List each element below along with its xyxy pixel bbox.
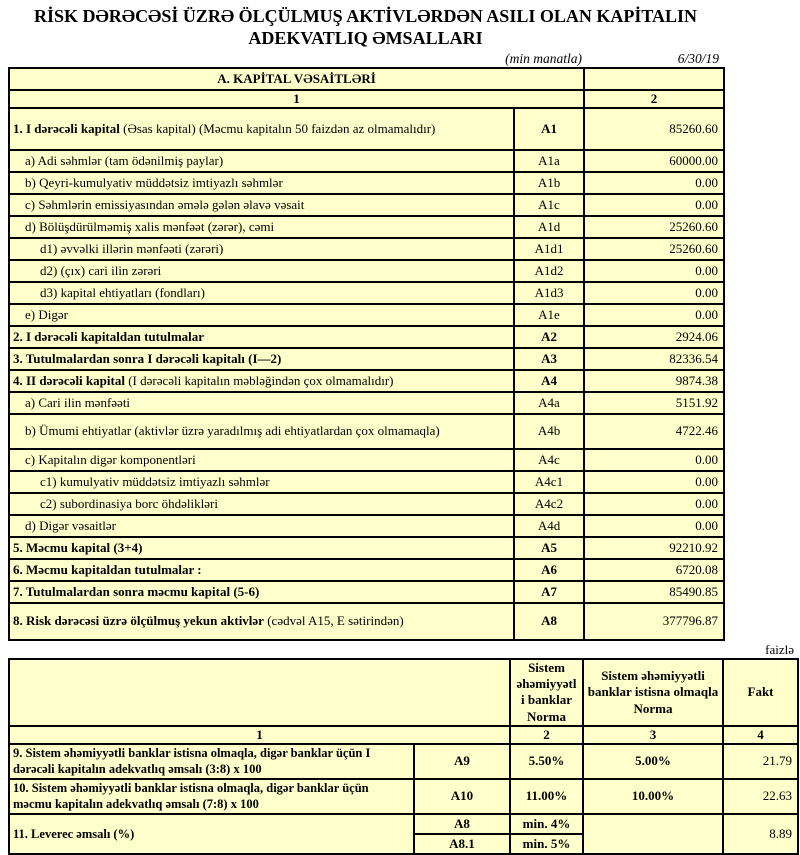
row-label: 6. Məcmu kapitaldan tutulmalar : <box>9 559 514 581</box>
table-row <box>9 150 724 172</box>
unit-note: (min manatla) <box>505 50 582 66</box>
row-value: 377796.87 <box>584 603 724 640</box>
table-row <box>9 194 724 216</box>
row-code: A4c <box>514 449 584 471</box>
row-value: 6720.08 <box>584 559 724 581</box>
row-code: A4c1 <box>514 471 584 493</box>
row-label-rest: (cədvəl A15, E sətirindən) <box>263 613 404 629</box>
table-row <box>9 581 724 603</box>
table-row <box>9 370 724 392</box>
row-label: c1) kumulyativ müddətsiz imtiyazlı səhmlər <box>9 471 514 493</box>
row-norm-other: 10.00% <box>583 779 723 814</box>
ratio-colnum-4: 4 <box>723 726 798 744</box>
row-label-bold: 1. I dərəcəli kapital <box>13 120 120 136</box>
row-value: 0.00 <box>584 282 724 304</box>
report-title-line2: ADEKVATLIQ ƏMSALLARI <box>248 27 483 48</box>
row-code: A4d <box>514 515 584 537</box>
row-value: 60000.00 <box>584 150 724 172</box>
meta-row <box>8 50 723 67</box>
row-code: A4 <box>514 370 584 392</box>
colnum-1: 1 <box>9 90 584 108</box>
row-code: A1b <box>514 172 584 194</box>
row-code: A5 <box>514 537 584 559</box>
colnum-2: 2 <box>584 90 724 108</box>
row-value: 0.00 <box>584 449 724 471</box>
ratio-header-empty <box>9 659 510 726</box>
row-code: A1d1 <box>514 238 584 260</box>
row-fakt: 22.63 <box>723 779 798 814</box>
row-code: A9 <box>414 744 510 779</box>
row-value: 82336.54 <box>584 348 724 370</box>
row-code: A7 <box>514 581 584 603</box>
row-label: d) Bölüşdürülməmiş xalis mənfəət (zərər), cəmi <box>9 216 514 238</box>
row-code: A8 <box>514 603 584 640</box>
row-value: 0.00 <box>584 304 724 326</box>
row-value: 0.00 <box>584 493 724 515</box>
ratio-header-fakt: Fakt <box>723 659 798 726</box>
row-value: 0.00 <box>584 260 724 282</box>
row-code: A10 <box>414 779 510 814</box>
row-code: A1c <box>514 194 584 216</box>
row-label-bold: 8. Risk dərəcəsi üzrə ölçülmuş yekun aktivlər <box>13 613 264 629</box>
row-label: 5. Məcmu kapital (3+4) <box>9 537 514 559</box>
row-value: 5151.92 <box>584 392 724 414</box>
row-norm-min: min. 5% <box>510 834 583 854</box>
ratio-header-norm-other: Sistem əhəmiyyətli banklar istisna olmaqla Norma <box>583 659 723 726</box>
table-row <box>9 282 724 304</box>
row-code: A1d2 <box>514 260 584 282</box>
row-label: e) Digər <box>9 304 514 326</box>
row-value: 25260.60 <box>584 238 724 260</box>
ratio-colnum-row <box>9 726 798 744</box>
row-norm-other-empty <box>583 814 723 854</box>
report-title-line1: RİSK DƏRƏCƏSİ ÜZRƏ ÖLÇÜLMUŞ AKTİVLƏRDƏN ASILI OLAN KAPİTALIN <box>33 6 698 26</box>
row-label: d3) kapital ehtiyatları (fondları) <box>9 282 514 304</box>
row-label: d2) (çıx) cari ilin zərəri <box>9 260 514 282</box>
table-row <box>9 392 724 414</box>
row-label: a) Adi səhmlər (tam ödənilmiş paylar) <box>9 150 514 172</box>
row-label: 7. Tutulmalardan sonra məcmu kapital (5-6) <box>9 581 514 603</box>
row-code: A3 <box>514 348 584 370</box>
capital-table-header-empty <box>584 68 724 90</box>
row-label <box>9 370 514 392</box>
capital-table-header-row <box>9 68 724 90</box>
row-value: 0.00 <box>584 471 724 493</box>
table-row <box>9 260 724 282</box>
report-title <box>8 6 723 50</box>
row-norm-sys: 5.50% <box>510 744 583 779</box>
row-value: 0.00 <box>584 515 724 537</box>
ratio-table <box>8 658 799 855</box>
row-code: A8.1 <box>414 834 510 854</box>
row-value: 0.00 <box>584 172 724 194</box>
row-code: A1e <box>514 304 584 326</box>
row-code: A1d3 <box>514 282 584 304</box>
table-row <box>9 414 724 449</box>
table-row <box>9 559 724 581</box>
row-code: A1d <box>514 216 584 238</box>
report-date: 6/30/19 <box>677 50 719 66</box>
row-label: d1) əvvəlki illərin mənfəəti (zərəri) <box>9 238 514 260</box>
table-row <box>9 238 724 260</box>
table-row <box>9 108 724 150</box>
row-code: A4b <box>514 414 584 449</box>
row-value: 2924.06 <box>584 326 724 348</box>
ratio-colnum-2: 2 <box>510 726 583 744</box>
row-label: 9. Sistem əhəmiyyətli banklar istisna olmaqla, digər banklar üçün I dərəcəli kapitalın adekvatlıq əmsalı (3:8) x 100 <box>9 744 414 779</box>
row-label: c) Kapitalın digər komponentləri <box>9 449 514 471</box>
row-code: A8 <box>414 814 510 834</box>
capital-table-title: A. KAPİTAL VƏSAİTLƏRİ <box>9 68 584 90</box>
row-fakt: 8.89 <box>723 814 798 854</box>
row-label-bold: 4. II dərəcəli kapital <box>13 372 125 388</box>
row-code: A6 <box>514 559 584 581</box>
ratio-row-11a <box>9 814 798 834</box>
ratio-row-9 <box>9 744 798 779</box>
row-label: 10. Sistem əhəmiyyətli banklar istisna olmaqla, digər banklar üçün məcmu kapitalın adekvatlıq əmsalı (7:8) x 100 <box>9 779 414 814</box>
ratio-colnum-3: 3 <box>583 726 723 744</box>
row-code: A2 <box>514 326 584 348</box>
row-value: 85260.60 <box>584 108 724 150</box>
row-label: c2) subordinasiya borc öhdəlikləri <box>9 493 514 515</box>
capital-table-colnum-row <box>9 90 724 108</box>
table-row <box>9 172 724 194</box>
table-row <box>9 216 724 238</box>
table-row <box>9 449 724 471</box>
row-label: d) Digər vəsaitlər <box>9 515 514 537</box>
table-row <box>9 537 724 559</box>
row-code: A1a <box>514 150 584 172</box>
table-row <box>9 493 724 515</box>
row-label-rest: (I dərəcəli kapitalın məbləğindən çox olmamalıdır) <box>124 372 394 388</box>
row-value: 85490.85 <box>584 581 724 603</box>
row-value: 92210.92 <box>584 537 724 559</box>
row-label: 11. Leverec əmsalı (%) <box>9 814 414 854</box>
table-row <box>9 304 724 326</box>
row-value: 25260.60 <box>584 216 724 238</box>
row-label: b) Ümumi ehtiyatlar (aktivlər üzrə yaradılmış adi ehtiyatlardan çox olmamaqla) <box>9 414 514 449</box>
row-label <box>9 603 514 640</box>
percent-note: faizlə <box>765 641 794 657</box>
table-row <box>9 603 724 640</box>
row-label-rest: (Əsas kapital) (Məcmu kapitalın 50 faizdən az olmamalıdır) <box>119 120 436 136</box>
row-norm-other: 5.00% <box>583 744 723 779</box>
row-code: A1 <box>514 108 584 150</box>
row-label: a) Cari ilin mənfəəti <box>9 392 514 414</box>
row-norm-min: min. 4% <box>510 814 583 834</box>
row-label: 3. Tutulmalardan sonra I dərəcəli kapitalı (I—2) <box>9 348 514 370</box>
capital-table <box>8 67 725 641</box>
table-row <box>9 515 724 537</box>
ratio-colnum-1: 1 <box>9 726 510 744</box>
row-norm-sys: 11.00% <box>510 779 583 814</box>
row-code: A4c2 <box>514 493 584 515</box>
ratio-row-10 <box>9 779 798 814</box>
table-row <box>9 348 724 370</box>
row-label <box>9 108 514 150</box>
ratio-header-norm-sys: Sistem əhəmiyyətl i banklar Norma <box>510 659 583 726</box>
row-fakt: 21.79 <box>723 744 798 779</box>
row-label: b) Qeyri-kumulyativ müddətsiz imtiyazlı səhmlər <box>9 172 514 194</box>
ratio-table-header-row <box>9 659 798 726</box>
row-value: 4722.46 <box>584 414 724 449</box>
table-row <box>9 326 724 348</box>
row-code: A4a <box>514 392 584 414</box>
row-value: 9874.38 <box>584 370 724 392</box>
row-label: c) Səhmlərin emissiyasından əmələ gələn əlavə vəsait <box>9 194 514 216</box>
table-row <box>9 471 724 493</box>
row-label: 2. I dərəcəli kapitaldan tutulmalar <box>9 326 514 348</box>
row-value: 0.00 <box>584 194 724 216</box>
